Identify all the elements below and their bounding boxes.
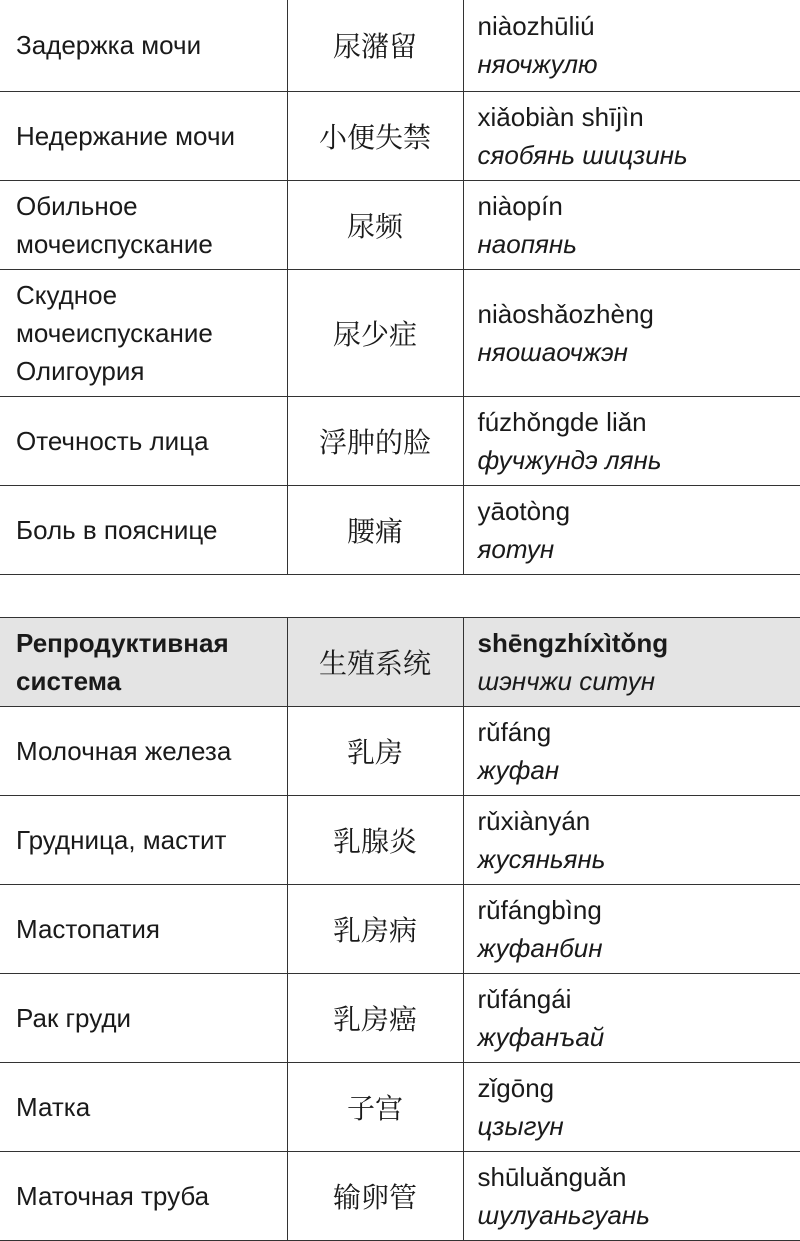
term-chinese: 子宫 (287, 1063, 463, 1152)
term-chinese: 尿频 (287, 180, 463, 269)
term-pinyin: niàozhūliú (478, 7, 800, 45)
urinary-terms-table (0, 0, 800, 575)
term-transcription (463, 180, 800, 269)
section-header-row (0, 618, 800, 707)
term-pinyin: fúzhǒngde liǎn (478, 403, 800, 441)
term-russian: Задержка мочи (0, 0, 287, 91)
term-russian: Маточная труба (0, 1152, 287, 1241)
table-row (0, 1152, 800, 1241)
term-chinese: 乳腺炎 (287, 796, 463, 885)
term-russian: Обильное мочеиспускание (0, 180, 287, 269)
table-row (0, 91, 800, 180)
term-transcription (463, 1152, 800, 1241)
term-cyrillic: наопянь (478, 225, 800, 263)
term-russian: Матка (0, 1063, 287, 1152)
table-row (0, 269, 800, 396)
term-cyrillic: жуфан (478, 751, 800, 789)
term-cyrillic: жуфанбин (478, 929, 800, 967)
table-row (0, 885, 800, 974)
term-transcription (463, 0, 800, 91)
table-row (0, 396, 800, 485)
term-russian: Скудное мочеиспускание Олигоурия (0, 269, 287, 396)
term-transcription (463, 485, 800, 574)
term-pinyin: rǔfángái (478, 980, 800, 1018)
term-russian: Мастопатия (0, 885, 287, 974)
section-title-zh: 生殖系统 (287, 618, 463, 707)
term-pinyin: xiǎobiàn shījìn (478, 98, 800, 136)
term-russian: Грудница, мастит (0, 796, 287, 885)
section-title-transcription (463, 618, 800, 707)
term-transcription (463, 974, 800, 1063)
term-cyrillic: жусяньянь (478, 840, 800, 878)
term-cyrillic: няочжулю (478, 45, 800, 83)
term-chinese: 尿潴留 (287, 0, 463, 91)
term-chinese: 小便失禁 (287, 91, 463, 180)
term-pinyin: rǔxiànyán (478, 802, 800, 840)
term-russian: Молочная железа (0, 707, 287, 796)
term-chinese: 腰痛 (287, 485, 463, 574)
table-row (0, 1063, 800, 1152)
term-cyrillic: шулуаньгуань (478, 1196, 800, 1234)
section-title-pinyin: shēngzhíxìtǒng (478, 624, 800, 662)
term-transcription (463, 269, 800, 396)
term-russian: Боль в пояснице (0, 485, 287, 574)
term-transcription (463, 885, 800, 974)
term-transcription (463, 1063, 800, 1152)
term-chinese: 尿少症 (287, 269, 463, 396)
section-title-ru: Репродуктивная система (0, 618, 287, 707)
term-russian: Отечность лица (0, 396, 287, 485)
table-row (0, 180, 800, 269)
reproductive-terms-table (0, 617, 800, 1241)
reproductive-terms-body (0, 618, 800, 1241)
term-chinese: 输卵管 (287, 1152, 463, 1241)
term-pinyin: niàopín (478, 187, 800, 225)
term-transcription (463, 91, 800, 180)
term-cyrillic: сяобянь шицзинь (478, 136, 800, 174)
table-row (0, 485, 800, 574)
term-cyrillic: няошаочжэн (478, 333, 800, 371)
term-pinyin: rǔfáng (478, 713, 800, 751)
term-transcription (463, 396, 800, 485)
urinary-terms-body (0, 0, 800, 574)
term-chinese: 乳房病 (287, 885, 463, 974)
table-row (0, 974, 800, 1063)
term-chinese: 乳房 (287, 707, 463, 796)
term-chinese: 乳房癌 (287, 974, 463, 1063)
term-cyrillic: цзыгун (478, 1107, 800, 1145)
term-russian: Недержание мочи (0, 91, 287, 180)
term-pinyin: yāotòng (478, 492, 800, 530)
term-russian: Рак груди (0, 974, 287, 1063)
term-cyrillic: фучжундэ лянь (478, 441, 800, 479)
table-row (0, 707, 800, 796)
term-pinyin: zǐgōng (478, 1069, 800, 1107)
term-pinyin: niàoshǎozhèng (478, 295, 800, 333)
section-title-cyrillic: шэнчжи ситун (478, 662, 800, 700)
term-pinyin: rǔfángbìng (478, 891, 800, 929)
term-transcription (463, 707, 800, 796)
table-row (0, 796, 800, 885)
term-chinese: 浮肿的脸 (287, 396, 463, 485)
table-row (0, 0, 800, 91)
term-cyrillic: яотун (478, 530, 800, 568)
term-pinyin: shūluǎnguǎn (478, 1158, 800, 1196)
term-transcription (463, 796, 800, 885)
term-cyrillic: жуфанъай (478, 1018, 800, 1056)
